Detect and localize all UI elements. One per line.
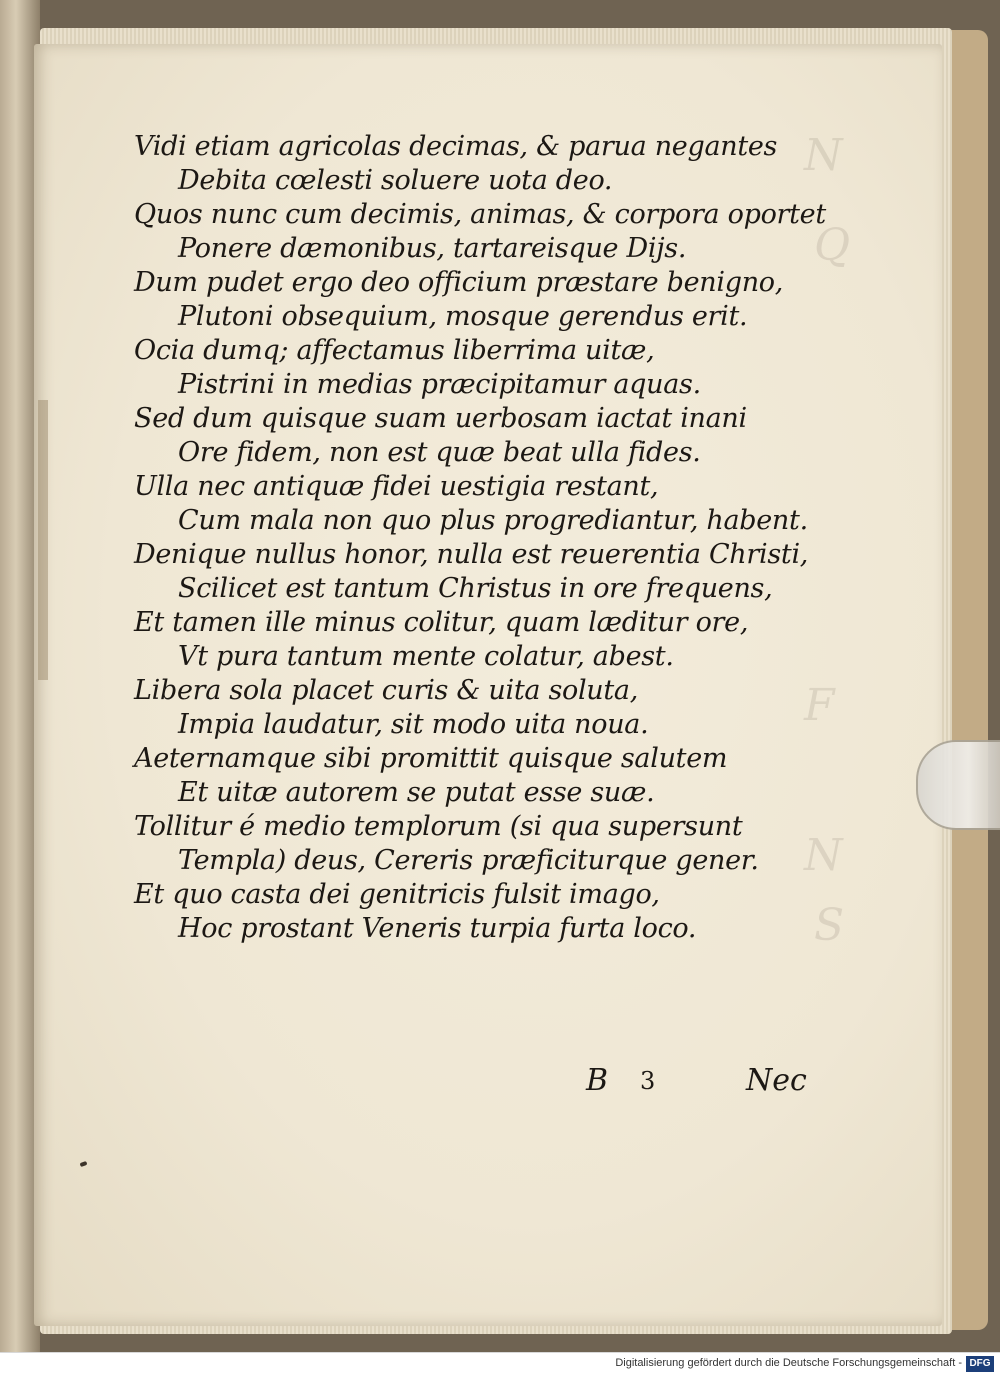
credit-bar (0, 1352, 1000, 1376)
poem-text (134, 130, 834, 946)
poem-line: Cum mala non quo plus progrediantur, habent. (178, 505, 808, 536)
poem-line: Et quo casta dei genitricis fulsit imago, (134, 879, 660, 910)
dfg-logo: DFG (966, 1356, 994, 1372)
poem-line: Ore fidem, non est quæ beat ulla fides. (178, 437, 701, 468)
show-through-mark: N (804, 830, 843, 881)
signature-number: 3 (640, 1067, 656, 1095)
poem-line: Ocia dumq; affectamus liberrima uitæ, (134, 335, 655, 366)
poem-line: Quos nunc cum decimis, animas, & corpora oportet (134, 199, 826, 230)
poem-line: Vidi etiam agricolas decimas, & parua negantes (134, 131, 778, 162)
poem-line: Templa) deus, Cereris præficiturque gener. (178, 845, 759, 876)
show-through-mark: N (804, 130, 843, 181)
binding-shadow (38, 400, 48, 680)
show-through-mark: Q (814, 220, 851, 271)
poem-line: Pistrini in medias præcipitamur aquas. (178, 369, 701, 400)
poem-line: Et uitæ autorem se putat esse suæ. (178, 777, 655, 808)
poem-line: Impia laudatur, sit modo uita noua. (178, 709, 649, 740)
catchword: Nec (746, 1063, 807, 1098)
poem-line: Vt pura tantum mente colatur, abest. (178, 641, 674, 672)
poem-line: Debita cœlesti soluere uota deo. (178, 165, 613, 196)
credit-text: Digitalisierung gefördert durch die Deutsche Forschungsgemeinschaft - (615, 1357, 962, 1369)
poem-line: Tollitur é medio templorum (si qua supersunt (134, 811, 743, 842)
poem-line: Et tamen ille minus colitur, quam læditur ore, (134, 607, 749, 638)
show-through-mark: S (814, 900, 845, 951)
poem-line: Hoc prostant Veneris turpia furta loco. (178, 913, 697, 944)
page-footer (586, 1063, 826, 1103)
page-clip (916, 740, 1000, 830)
poem-line: Sed dum quisque suam uerbosam iactat inani (134, 403, 747, 434)
poem-line: Libera sola placet curis & uita soluta, (134, 675, 639, 706)
poem-line: Dum pudet ergo deo officium præstare benigno, (134, 267, 784, 298)
poem-line: Ulla nec antiquæ fidei uestigia restant, (134, 471, 659, 502)
poem-line: Plutoni obsequium, mosque gerendus erit. (178, 301, 748, 332)
signature-mark: B (586, 1063, 609, 1098)
poem-line: Denique nullus honor, nulla est reuerentia Christi, (134, 539, 809, 570)
poem-line: Scilicet est tantum Christus in ore frequens, (178, 573, 773, 604)
poem-line: Aeternamque sibi promittit quisque salutem (134, 743, 728, 774)
show-through-mark: F (804, 680, 835, 731)
poem-line: Ponere dæmonibus, tartareisque Dijs. (178, 233, 687, 264)
